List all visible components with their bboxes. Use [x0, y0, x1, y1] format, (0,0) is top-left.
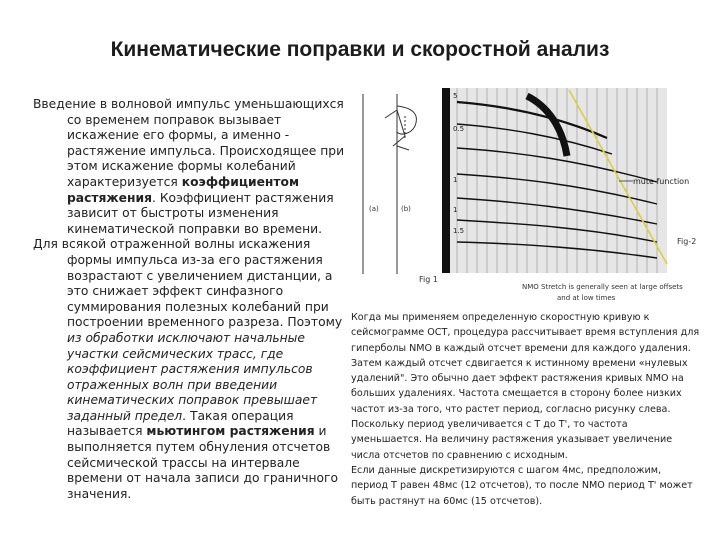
- y-tick-1: 5: [453, 92, 458, 100]
- fig1-wavelet-line: [385, 110, 405, 146]
- nmo-caption-line2: and at low times: [557, 294, 616, 302]
- y-tick-3: 1: [453, 176, 458, 184]
- fig1-label-a: (a): [369, 205, 379, 213]
- fig1-label-b: (b): [401, 205, 411, 213]
- term-stretch-coefficient: коэффициентом растяжения: [67, 174, 300, 205]
- fig2-caption: Fig-2: [677, 237, 697, 246]
- mute-function-label: mute function: [633, 177, 690, 186]
- y-tick-4: 1: [453, 206, 458, 214]
- paragraph-stretch-mute: Для всякой отраженной волны искажения формы импульса из-за его растяжения возрастают с увеличением дистанции, а это снижает эффект синфазного суммирования полезных колебаний при построении временного разреза. Поэтому из обработки исключают начальные участки сейсмических трасс, где коэффициент растяжения импульсов отраженных волн при введении кинематических поправок превышает заданный предел. Такая операция называется мьютингом растяжения и выполняется путем обнуления отсчетов сейсмической трассы на интервале времени от начала записи до граничного значения.: [33, 237, 343, 501]
- left-text-column: [33, 97, 351, 502]
- paragraph-stretch-intro: Введение в волновой импульс уменьшающихся со временем поправок вызывает искажение его формы, а именно - растяжение импульса. Происходящее при этом искажение формы колебаний характеризуется коэффициентом растяжения. Коэффициент растяжения зависит от быстроты изменения кинематической поправки во времени.: [33, 97, 345, 236]
- fig1-diagram: [363, 94, 416, 274]
- fig1-caption: Fig 1: [419, 275, 438, 284]
- term-stretch-mute: мьютингом растяжения: [146, 424, 315, 439]
- y-tick-2: 0.5: [453, 125, 465, 133]
- right-text-column: [351, 310, 701, 509]
- nmo-caption-line1: NMO Stretch is generally seen at large offsets: [522, 283, 683, 291]
- gather-trace-lines: [457, 88, 657, 273]
- italic-mute-rule: из обработки исключают начальные участки сейсмических трасс, где коэффициент растяжения импульсов отраженных волн при введении кинематических поправок превышает заданный предел: [67, 330, 318, 423]
- y-tick-5: 1.5: [453, 227, 465, 235]
- page-title: Кинематические поправки и скоростной анализ: [110, 38, 610, 61]
- gather-left-bar: [442, 88, 450, 273]
- fig1-tick: [397, 146, 409, 150]
- paragraph-sampling-example: Если данные дискретизируются с шагом 4мс, предположим, период T равен 48мс (12 отсчетов), то после NMO период T' может быть растянут на 60мс (15 отсчетов).: [351, 464, 693, 507]
- paragraph-nmo-explanation: Когда мы применяем определенную скоростную кривую к сейсмограмме ОСТ, процедура рассчитывает время вступления для гиперболы NMO в каждый отсчет времени для каждого удаления. Затем каждый отсчет сдвигается к истинному времени «нулевых удалений". Это обычно дает эффект растяжения кривых NMO на больших удалениях. Частота смещается в сторону более низких частот из-за того, что растет период, согласно рисунку слева. Поскольку период увеличивается с T до T', то частота уменьшается. На величину растяжения указывает увеличение числа отсчетов по сравнению с исходным.: [351, 312, 700, 461]
- nmo-stretch-figure: [357, 86, 702, 311]
